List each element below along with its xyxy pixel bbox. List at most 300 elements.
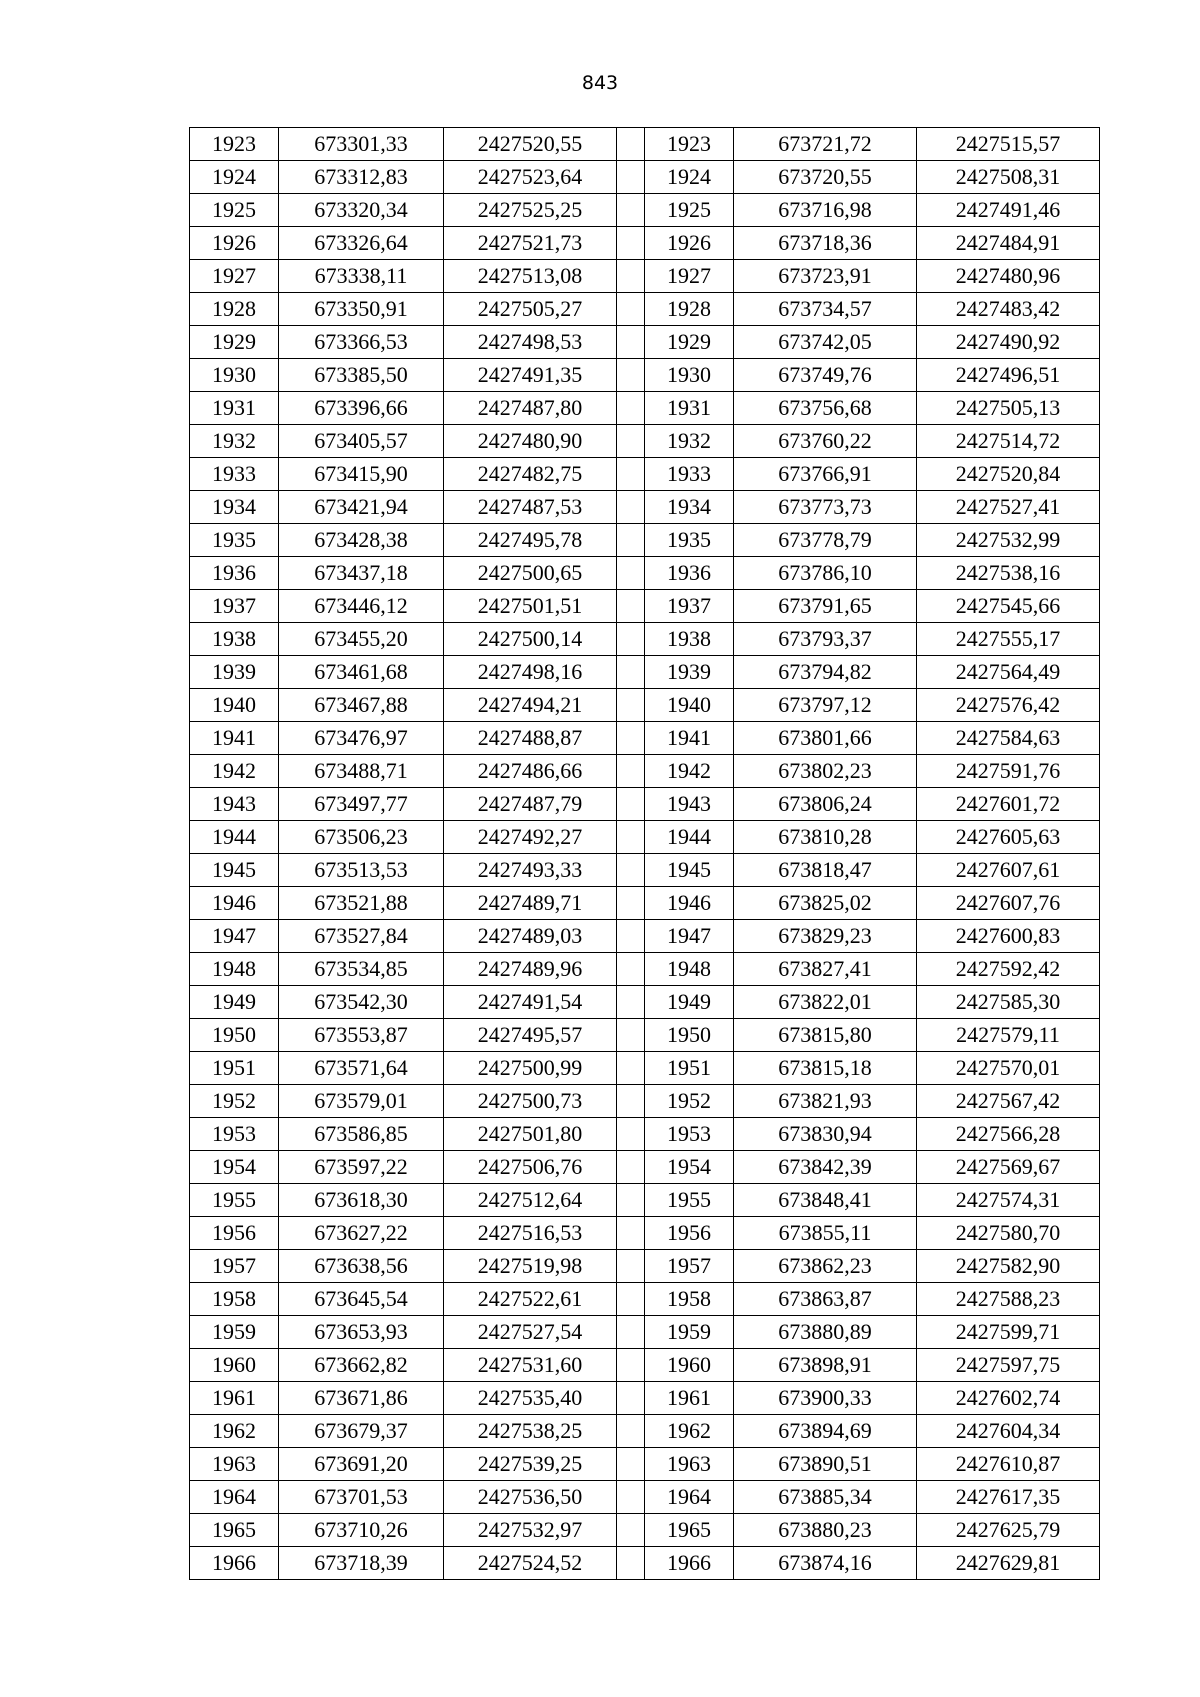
point-number-right-cell: 1956 bbox=[645, 1217, 734, 1250]
y-coordinate-right-cell: 2427505,13 bbox=[917, 392, 1100, 425]
point-number-right-cell: 1966 bbox=[645, 1547, 734, 1580]
y-coordinate-right-cell: 2427491,46 bbox=[917, 194, 1100, 227]
point-number-right-cell: 1951 bbox=[645, 1052, 734, 1085]
point-number-right-cell: 1963 bbox=[645, 1448, 734, 1481]
table-row bbox=[190, 1349, 1100, 1382]
point-number-right-cell: 1952 bbox=[645, 1085, 734, 1118]
x-coordinate-right-cell: 673734,57 bbox=[734, 293, 917, 326]
spacer-cell bbox=[617, 623, 645, 656]
y-coordinate-right-cell: 2427599,71 bbox=[917, 1316, 1100, 1349]
y-coordinate-left-cell: 2427494,21 bbox=[444, 689, 617, 722]
y-coordinate-right-cell: 2427532,99 bbox=[917, 524, 1100, 557]
table-row bbox=[190, 458, 1100, 491]
x-coordinate-right-cell: 673827,41 bbox=[734, 953, 917, 986]
x-coordinate-left-cell: 673455,20 bbox=[279, 623, 444, 656]
point-number-left-cell: 1946 bbox=[190, 887, 279, 920]
y-coordinate-left-cell: 2427491,35 bbox=[444, 359, 617, 392]
x-coordinate-left-cell: 673671,86 bbox=[279, 1382, 444, 1415]
x-coordinate-left-cell: 673662,82 bbox=[279, 1349, 444, 1382]
y-coordinate-right-cell: 2427607,61 bbox=[917, 854, 1100, 887]
point-number-left-cell: 1938 bbox=[190, 623, 279, 656]
spacer-cell bbox=[617, 425, 645, 458]
table-row bbox=[190, 1118, 1100, 1151]
point-number-right-cell: 1935 bbox=[645, 524, 734, 557]
y-coordinate-right-cell: 2427592,42 bbox=[917, 953, 1100, 986]
spacer-cell bbox=[617, 260, 645, 293]
y-coordinate-right-cell: 2427480,96 bbox=[917, 260, 1100, 293]
point-number-right-cell: 1955 bbox=[645, 1184, 734, 1217]
point-number-right-cell: 1948 bbox=[645, 953, 734, 986]
point-number-right-cell: 1933 bbox=[645, 458, 734, 491]
spacer-cell bbox=[617, 524, 645, 557]
y-coordinate-left-cell: 2427500,65 bbox=[444, 557, 617, 590]
y-coordinate-right-cell: 2427629,81 bbox=[917, 1547, 1100, 1580]
x-coordinate-left-cell: 673366,53 bbox=[279, 326, 444, 359]
point-number-left-cell: 1927 bbox=[190, 260, 279, 293]
y-coordinate-left-cell: 2427501,51 bbox=[444, 590, 617, 623]
point-number-right-cell: 1945 bbox=[645, 854, 734, 887]
spacer-cell bbox=[617, 1184, 645, 1217]
y-coordinate-right-cell: 2427538,16 bbox=[917, 557, 1100, 590]
point-number-left-cell: 1960 bbox=[190, 1349, 279, 1382]
y-coordinate-right-cell: 2427570,01 bbox=[917, 1052, 1100, 1085]
y-coordinate-left-cell: 2427519,98 bbox=[444, 1250, 617, 1283]
x-coordinate-left-cell: 673312,83 bbox=[279, 161, 444, 194]
y-coordinate-right-cell: 2427566,28 bbox=[917, 1118, 1100, 1151]
y-coordinate-left-cell: 2427487,53 bbox=[444, 491, 617, 524]
spacer-cell bbox=[617, 491, 645, 524]
x-coordinate-right-cell: 673825,02 bbox=[734, 887, 917, 920]
point-number-left-cell: 1959 bbox=[190, 1316, 279, 1349]
y-coordinate-right-cell: 2427564,49 bbox=[917, 656, 1100, 689]
point-number-right-cell: 1949 bbox=[645, 986, 734, 1019]
x-coordinate-right-cell: 673802,23 bbox=[734, 755, 917, 788]
point-number-left-cell: 1949 bbox=[190, 986, 279, 1019]
spacer-cell bbox=[617, 194, 645, 227]
point-number-left-cell: 1961 bbox=[190, 1382, 279, 1415]
table-row bbox=[190, 227, 1100, 260]
point-number-right-cell: 1932 bbox=[645, 425, 734, 458]
spacer-cell bbox=[617, 986, 645, 1019]
x-coordinate-right-cell: 673778,79 bbox=[734, 524, 917, 557]
y-coordinate-left-cell: 2427531,60 bbox=[444, 1349, 617, 1382]
point-number-right-cell: 1957 bbox=[645, 1250, 734, 1283]
y-coordinate-right-cell: 2427569,67 bbox=[917, 1151, 1100, 1184]
y-coordinate-left-cell: 2427539,25 bbox=[444, 1448, 617, 1481]
x-coordinate-right-cell: 673885,34 bbox=[734, 1481, 917, 1514]
y-coordinate-left-cell: 2427512,64 bbox=[444, 1184, 617, 1217]
x-coordinate-right-cell: 673829,23 bbox=[734, 920, 917, 953]
x-coordinate-left-cell: 673521,88 bbox=[279, 887, 444, 920]
point-number-right-cell: 1929 bbox=[645, 326, 734, 359]
point-number-right-cell: 1944 bbox=[645, 821, 734, 854]
point-number-left-cell: 1945 bbox=[190, 854, 279, 887]
y-coordinate-right-cell: 2427582,90 bbox=[917, 1250, 1100, 1283]
x-coordinate-left-cell: 673701,53 bbox=[279, 1481, 444, 1514]
y-coordinate-right-cell: 2427585,30 bbox=[917, 986, 1100, 1019]
spacer-cell bbox=[617, 293, 645, 326]
table-row bbox=[190, 788, 1100, 821]
spacer-cell bbox=[617, 1448, 645, 1481]
y-coordinate-left-cell: 2427489,96 bbox=[444, 953, 617, 986]
y-coordinate-left-cell: 2427480,90 bbox=[444, 425, 617, 458]
spacer-cell bbox=[617, 557, 645, 590]
y-coordinate-left-cell: 2427524,52 bbox=[444, 1547, 617, 1580]
point-number-left-cell: 1958 bbox=[190, 1283, 279, 1316]
table-row bbox=[190, 722, 1100, 755]
x-coordinate-right-cell: 673880,89 bbox=[734, 1316, 917, 1349]
spacer-cell bbox=[617, 1217, 645, 1250]
point-number-left-cell: 1931 bbox=[190, 392, 279, 425]
table-row bbox=[190, 425, 1100, 458]
x-coordinate-left-cell: 673679,37 bbox=[279, 1415, 444, 1448]
table-row bbox=[190, 887, 1100, 920]
coordinates-table-body bbox=[190, 128, 1100, 1580]
y-coordinate-left-cell: 2427493,33 bbox=[444, 854, 617, 887]
table-row bbox=[190, 359, 1100, 392]
y-coordinate-right-cell: 2427567,42 bbox=[917, 1085, 1100, 1118]
point-number-right-cell: 1962 bbox=[645, 1415, 734, 1448]
spacer-cell bbox=[617, 1118, 645, 1151]
x-coordinate-right-cell: 673718,36 bbox=[734, 227, 917, 260]
table-row bbox=[190, 1151, 1100, 1184]
point-number-left-cell: 1953 bbox=[190, 1118, 279, 1151]
x-coordinate-left-cell: 673627,22 bbox=[279, 1217, 444, 1250]
x-coordinate-left-cell: 673488,71 bbox=[279, 755, 444, 788]
point-number-left-cell: 1929 bbox=[190, 326, 279, 359]
spacer-cell bbox=[617, 392, 645, 425]
y-coordinate-right-cell: 2427514,72 bbox=[917, 425, 1100, 458]
y-coordinate-left-cell: 2427532,97 bbox=[444, 1514, 617, 1547]
point-number-left-cell: 1924 bbox=[190, 161, 279, 194]
x-coordinate-left-cell: 673653,93 bbox=[279, 1316, 444, 1349]
x-coordinate-left-cell: 673579,01 bbox=[279, 1085, 444, 1118]
point-number-left-cell: 1952 bbox=[190, 1085, 279, 1118]
point-number-right-cell: 1938 bbox=[645, 623, 734, 656]
x-coordinate-left-cell: 673571,64 bbox=[279, 1052, 444, 1085]
point-number-left-cell: 1939 bbox=[190, 656, 279, 689]
y-coordinate-left-cell: 2427492,27 bbox=[444, 821, 617, 854]
point-number-right-cell: 1926 bbox=[645, 227, 734, 260]
y-coordinate-right-cell: 2427484,91 bbox=[917, 227, 1100, 260]
x-coordinate-right-cell: 673749,76 bbox=[734, 359, 917, 392]
point-number-right-cell: 1927 bbox=[645, 260, 734, 293]
y-coordinate-right-cell: 2427515,57 bbox=[917, 128, 1100, 161]
y-coordinate-left-cell: 2427521,73 bbox=[444, 227, 617, 260]
spacer-cell bbox=[617, 161, 645, 194]
y-coordinate-right-cell: 2427508,31 bbox=[917, 161, 1100, 194]
table-row bbox=[190, 1019, 1100, 1052]
x-coordinate-right-cell: 673900,33 bbox=[734, 1382, 917, 1415]
y-coordinate-left-cell: 2427527,54 bbox=[444, 1316, 617, 1349]
x-coordinate-right-cell: 673797,12 bbox=[734, 689, 917, 722]
point-number-right-cell: 1928 bbox=[645, 293, 734, 326]
x-coordinate-right-cell: 673815,80 bbox=[734, 1019, 917, 1052]
y-coordinate-left-cell: 2427498,16 bbox=[444, 656, 617, 689]
point-number-right-cell: 1942 bbox=[645, 755, 734, 788]
x-coordinate-right-cell: 673793,37 bbox=[734, 623, 917, 656]
point-number-left-cell: 1925 bbox=[190, 194, 279, 227]
point-number-left-cell: 1956 bbox=[190, 1217, 279, 1250]
x-coordinate-left-cell: 673527,84 bbox=[279, 920, 444, 953]
spacer-cell bbox=[617, 755, 645, 788]
x-coordinate-left-cell: 673421,94 bbox=[279, 491, 444, 524]
x-coordinate-left-cell: 673396,66 bbox=[279, 392, 444, 425]
spacer-cell bbox=[617, 1514, 645, 1547]
x-coordinate-left-cell: 673710,26 bbox=[279, 1514, 444, 1547]
y-coordinate-left-cell: 2427491,54 bbox=[444, 986, 617, 1019]
table-row bbox=[190, 623, 1100, 656]
point-number-left-cell: 1934 bbox=[190, 491, 279, 524]
point-number-left-cell: 1957 bbox=[190, 1250, 279, 1283]
table-row bbox=[190, 1184, 1100, 1217]
y-coordinate-right-cell: 2427610,87 bbox=[917, 1448, 1100, 1481]
x-coordinate-right-cell: 673874,16 bbox=[734, 1547, 917, 1580]
table-row bbox=[190, 920, 1100, 953]
point-number-left-cell: 1965 bbox=[190, 1514, 279, 1547]
spacer-cell bbox=[617, 1283, 645, 1316]
x-coordinate-left-cell: 673597,22 bbox=[279, 1151, 444, 1184]
y-coordinate-right-cell: 2427604,34 bbox=[917, 1415, 1100, 1448]
spacer-cell bbox=[617, 821, 645, 854]
y-coordinate-right-cell: 2427580,70 bbox=[917, 1217, 1100, 1250]
x-coordinate-right-cell: 673716,98 bbox=[734, 194, 917, 227]
table-row bbox=[190, 1514, 1100, 1547]
y-coordinate-left-cell: 2427516,53 bbox=[444, 1217, 617, 1250]
table-row bbox=[190, 821, 1100, 854]
table-row bbox=[190, 392, 1100, 425]
y-coordinate-right-cell: 2427520,84 bbox=[917, 458, 1100, 491]
spacer-cell bbox=[617, 590, 645, 623]
x-coordinate-left-cell: 673513,53 bbox=[279, 854, 444, 887]
y-coordinate-right-cell: 2427605,63 bbox=[917, 821, 1100, 854]
table-row bbox=[190, 1052, 1100, 1085]
table-row bbox=[190, 1481, 1100, 1514]
point-number-left-cell: 1947 bbox=[190, 920, 279, 953]
point-number-right-cell: 1930 bbox=[645, 359, 734, 392]
table-row bbox=[190, 1085, 1100, 1118]
x-coordinate-right-cell: 673890,51 bbox=[734, 1448, 917, 1481]
y-coordinate-left-cell: 2427495,78 bbox=[444, 524, 617, 557]
point-number-left-cell: 1940 bbox=[190, 689, 279, 722]
spacer-cell bbox=[617, 854, 645, 887]
y-coordinate-left-cell: 2427500,73 bbox=[444, 1085, 617, 1118]
spacer-cell bbox=[617, 1481, 645, 1514]
x-coordinate-right-cell: 673818,47 bbox=[734, 854, 917, 887]
point-number-left-cell: 1932 bbox=[190, 425, 279, 458]
point-number-right-cell: 1925 bbox=[645, 194, 734, 227]
x-coordinate-left-cell: 673586,85 bbox=[279, 1118, 444, 1151]
table-row bbox=[190, 1217, 1100, 1250]
y-coordinate-left-cell: 2427486,66 bbox=[444, 755, 617, 788]
x-coordinate-right-cell: 673855,11 bbox=[734, 1217, 917, 1250]
y-coordinate-right-cell: 2427579,11 bbox=[917, 1019, 1100, 1052]
point-number-right-cell: 1961 bbox=[645, 1382, 734, 1415]
x-coordinate-left-cell: 673534,85 bbox=[279, 953, 444, 986]
point-number-left-cell: 1948 bbox=[190, 953, 279, 986]
table-row bbox=[190, 1382, 1100, 1415]
table-row bbox=[190, 326, 1100, 359]
table-row bbox=[190, 656, 1100, 689]
table-row bbox=[190, 755, 1100, 788]
x-coordinate-left-cell: 673338,11 bbox=[279, 260, 444, 293]
x-coordinate-right-cell: 673880,23 bbox=[734, 1514, 917, 1547]
spacer-cell bbox=[617, 1085, 645, 1118]
y-coordinate-left-cell: 2427525,25 bbox=[444, 194, 617, 227]
table-row bbox=[190, 161, 1100, 194]
point-number-right-cell: 1943 bbox=[645, 788, 734, 821]
y-coordinate-left-cell: 2427489,71 bbox=[444, 887, 617, 920]
spacer-cell bbox=[617, 458, 645, 491]
x-coordinate-left-cell: 673476,97 bbox=[279, 722, 444, 755]
y-coordinate-left-cell: 2427523,64 bbox=[444, 161, 617, 194]
spacer-cell bbox=[617, 887, 645, 920]
table-row bbox=[190, 1283, 1100, 1316]
x-coordinate-right-cell: 673723,91 bbox=[734, 260, 917, 293]
point-number-right-cell: 1959 bbox=[645, 1316, 734, 1349]
x-coordinate-right-cell: 673720,55 bbox=[734, 161, 917, 194]
x-coordinate-left-cell: 673437,18 bbox=[279, 557, 444, 590]
point-number-right-cell: 1939 bbox=[645, 656, 734, 689]
y-coordinate-left-cell: 2427482,75 bbox=[444, 458, 617, 491]
y-coordinate-right-cell: 2427483,42 bbox=[917, 293, 1100, 326]
table-row bbox=[190, 689, 1100, 722]
spacer-cell bbox=[617, 1316, 645, 1349]
x-coordinate-left-cell: 673553,87 bbox=[279, 1019, 444, 1052]
table-row bbox=[190, 1415, 1100, 1448]
point-number-left-cell: 1954 bbox=[190, 1151, 279, 1184]
x-coordinate-right-cell: 673810,28 bbox=[734, 821, 917, 854]
x-coordinate-right-cell: 673830,94 bbox=[734, 1118, 917, 1151]
coordinates-table bbox=[189, 127, 1100, 1580]
point-number-left-cell: 1963 bbox=[190, 1448, 279, 1481]
table-row bbox=[190, 1547, 1100, 1580]
x-coordinate-left-cell: 673385,50 bbox=[279, 359, 444, 392]
point-number-left-cell: 1933 bbox=[190, 458, 279, 491]
point-number-left-cell: 1943 bbox=[190, 788, 279, 821]
point-number-left-cell: 1930 bbox=[190, 359, 279, 392]
table-row bbox=[190, 590, 1100, 623]
table-row bbox=[190, 128, 1100, 161]
y-coordinate-left-cell: 2427513,08 bbox=[444, 260, 617, 293]
x-coordinate-left-cell: 673497,77 bbox=[279, 788, 444, 821]
y-coordinate-left-cell: 2427506,76 bbox=[444, 1151, 617, 1184]
point-number-left-cell: 1944 bbox=[190, 821, 279, 854]
x-coordinate-right-cell: 673842,39 bbox=[734, 1151, 917, 1184]
x-coordinate-right-cell: 673721,72 bbox=[734, 128, 917, 161]
x-coordinate-right-cell: 673791,65 bbox=[734, 590, 917, 623]
point-number-right-cell: 1931 bbox=[645, 392, 734, 425]
x-coordinate-left-cell: 673618,30 bbox=[279, 1184, 444, 1217]
y-coordinate-left-cell: 2427487,80 bbox=[444, 392, 617, 425]
spacer-cell bbox=[617, 1151, 645, 1184]
x-coordinate-left-cell: 673446,12 bbox=[279, 590, 444, 623]
table-row bbox=[190, 953, 1100, 986]
y-coordinate-left-cell: 2427498,53 bbox=[444, 326, 617, 359]
table-row bbox=[190, 1316, 1100, 1349]
point-number-right-cell: 1934 bbox=[645, 491, 734, 524]
x-coordinate-left-cell: 673428,38 bbox=[279, 524, 444, 557]
y-coordinate-right-cell: 2427601,72 bbox=[917, 788, 1100, 821]
point-number-left-cell: 1935 bbox=[190, 524, 279, 557]
point-number-left-cell: 1950 bbox=[190, 1019, 279, 1052]
table-row bbox=[190, 260, 1100, 293]
spacer-cell bbox=[617, 1547, 645, 1580]
point-number-right-cell: 1923 bbox=[645, 128, 734, 161]
table-row bbox=[190, 194, 1100, 227]
y-coordinate-right-cell: 2427545,66 bbox=[917, 590, 1100, 623]
spacer-cell bbox=[617, 1019, 645, 1052]
y-coordinate-right-cell: 2427490,92 bbox=[917, 326, 1100, 359]
y-coordinate-left-cell: 2427489,03 bbox=[444, 920, 617, 953]
point-number-left-cell: 1966 bbox=[190, 1547, 279, 1580]
table-row bbox=[190, 557, 1100, 590]
point-number-right-cell: 1937 bbox=[645, 590, 734, 623]
x-coordinate-left-cell: 673350,91 bbox=[279, 293, 444, 326]
spacer-cell bbox=[617, 722, 645, 755]
spacer-cell bbox=[617, 1382, 645, 1415]
x-coordinate-left-cell: 673645,54 bbox=[279, 1283, 444, 1316]
point-number-left-cell: 1936 bbox=[190, 557, 279, 590]
point-number-right-cell: 1960 bbox=[645, 1349, 734, 1382]
point-number-right-cell: 1947 bbox=[645, 920, 734, 953]
point-number-right-cell: 1965 bbox=[645, 1514, 734, 1547]
spacer-cell bbox=[617, 920, 645, 953]
point-number-left-cell: 1951 bbox=[190, 1052, 279, 1085]
table-row bbox=[190, 1250, 1100, 1283]
point-number-left-cell: 1942 bbox=[190, 755, 279, 788]
spacer-cell bbox=[617, 1250, 645, 1283]
x-coordinate-right-cell: 673766,91 bbox=[734, 458, 917, 491]
table-row bbox=[190, 524, 1100, 557]
x-coordinate-right-cell: 673821,93 bbox=[734, 1085, 917, 1118]
point-number-left-cell: 1962 bbox=[190, 1415, 279, 1448]
y-coordinate-left-cell: 2427535,40 bbox=[444, 1382, 617, 1415]
spacer-cell bbox=[617, 1349, 645, 1382]
y-coordinate-left-cell: 2427487,79 bbox=[444, 788, 617, 821]
y-coordinate-right-cell: 2427588,23 bbox=[917, 1283, 1100, 1316]
point-number-right-cell: 1954 bbox=[645, 1151, 734, 1184]
x-coordinate-left-cell: 673415,90 bbox=[279, 458, 444, 491]
x-coordinate-right-cell: 673863,87 bbox=[734, 1283, 917, 1316]
x-coordinate-right-cell: 673760,22 bbox=[734, 425, 917, 458]
table-row bbox=[190, 293, 1100, 326]
point-number-right-cell: 1953 bbox=[645, 1118, 734, 1151]
y-coordinate-left-cell: 2427488,87 bbox=[444, 722, 617, 755]
y-coordinate-left-cell: 2427501,80 bbox=[444, 1118, 617, 1151]
spacer-cell bbox=[617, 1052, 645, 1085]
x-coordinate-right-cell: 673894,69 bbox=[734, 1415, 917, 1448]
y-coordinate-right-cell: 2427597,75 bbox=[917, 1349, 1100, 1382]
spacer-cell bbox=[617, 128, 645, 161]
y-coordinate-right-cell: 2427584,63 bbox=[917, 722, 1100, 755]
x-coordinate-left-cell: 673506,23 bbox=[279, 821, 444, 854]
x-coordinate-left-cell: 673405,57 bbox=[279, 425, 444, 458]
x-coordinate-left-cell: 673718,39 bbox=[279, 1547, 444, 1580]
x-coordinate-left-cell: 673467,88 bbox=[279, 689, 444, 722]
y-coordinate-right-cell: 2427496,51 bbox=[917, 359, 1100, 392]
spacer-cell bbox=[617, 1415, 645, 1448]
spacer-cell bbox=[617, 689, 645, 722]
x-coordinate-right-cell: 673815,18 bbox=[734, 1052, 917, 1085]
spacer-cell bbox=[617, 326, 645, 359]
y-coordinate-right-cell: 2427625,79 bbox=[917, 1514, 1100, 1547]
point-number-right-cell: 1941 bbox=[645, 722, 734, 755]
spacer-cell bbox=[617, 788, 645, 821]
point-number-left-cell: 1964 bbox=[190, 1481, 279, 1514]
x-coordinate-right-cell: 673756,68 bbox=[734, 392, 917, 425]
point-number-right-cell: 1940 bbox=[645, 689, 734, 722]
